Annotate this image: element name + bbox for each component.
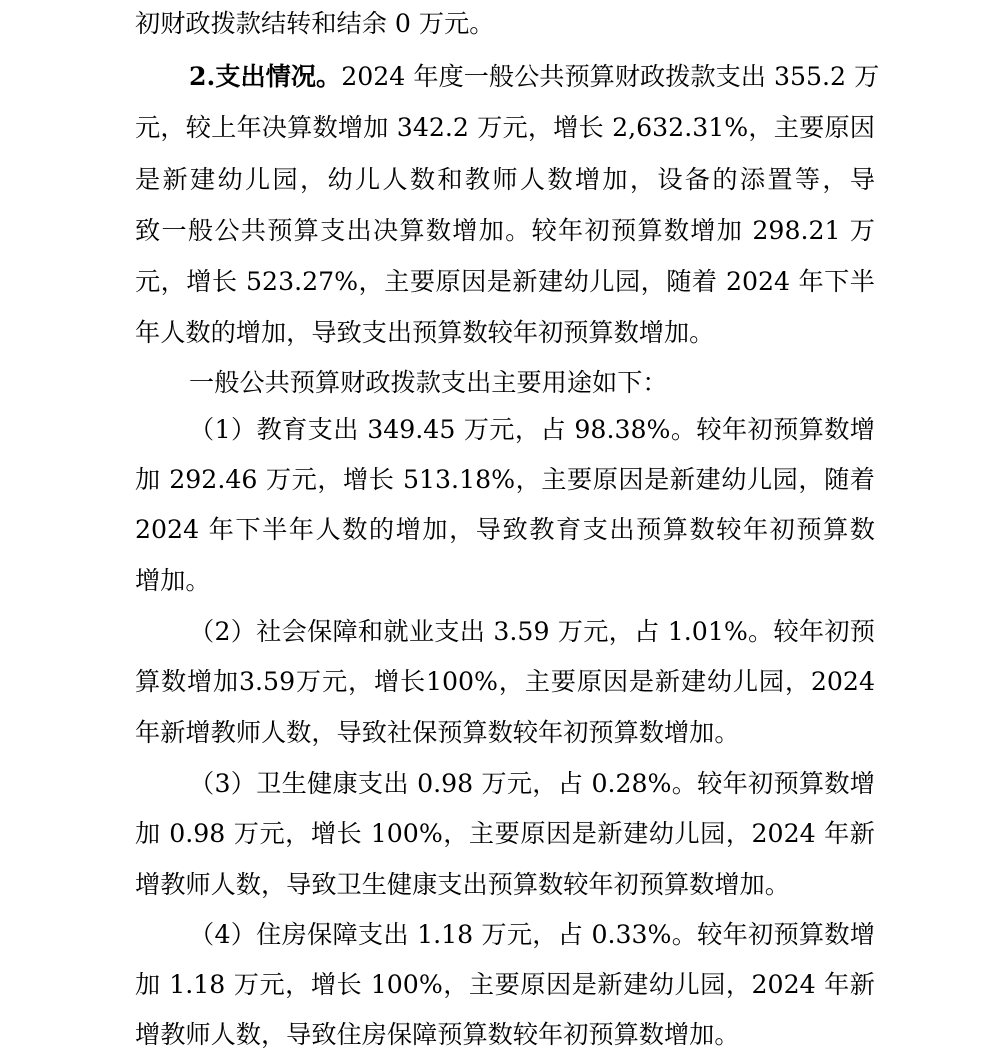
paragraph-line: 元，较上年决算数增加 342.2 万元，增长 2,632.31%，主要原因 <box>135 113 875 142</box>
section-heading: 2.支出情况。 <box>189 61 342 91</box>
paragraph-line: （4）住房保障支出 1.18 万元，占 0.33%。较年初预算数增 <box>189 920 875 949</box>
paragraph-line: 2024 年下半年人数的增加，导致教育支出预算数较年初预算数 <box>135 515 875 544</box>
paragraph-line: 增教师人数，导致住房保障预算数较年初预算数增加。 <box>135 1020 740 1049</box>
paragraph-line: 年人数的增加，导致支出预算数较年初预算数增加。 <box>135 318 715 347</box>
paragraph-line <box>189 56 880 96</box>
paragraph-line: 加 292.46 万元，增长 513.18%，主要原因是新建幼儿园，随着 <box>135 465 875 494</box>
paragraph-line: （3）卫生健康支出 0.98 万元，占 0.28%。较年初预算数增 <box>189 769 875 798</box>
paragraph-line: 是新建幼儿园，幼儿人数和教师人数增加，设备的添置等，导 <box>135 165 875 194</box>
paragraph-line: 加 0.98 万元，增长 100%，主要原因是新建幼儿园，2024 年新 <box>135 819 875 848</box>
paragraph-line: 元，增长 523.27%，主要原因是新建幼儿园，随着 2024 年下半 <box>135 267 875 296</box>
paragraph-line: 年新增教师人数，导致社保预算数较年初预算数增加。 <box>135 718 740 747</box>
paragraph-line: 增教师人数，导致卫生健康支出预算数较年初预算数增加。 <box>135 870 790 899</box>
paragraph-line: （1）教育支出 349.45 万元，占 98.38%。较年初预算数增 <box>189 415 875 444</box>
paragraph-line: 一般公共预算财政拨款支出主要用途如下： <box>189 368 668 397</box>
paragraph-line: 算数增加3.59万元，增长100%，主要原因是新建幼儿园，2024 <box>135 667 875 696</box>
paragraph-line: 初财政拨款结转和结余 0 万元。 <box>135 9 495 38</box>
paragraph-line: 致一般公共预算支出决算数增加。较年初预算数增加 298.21 万 <box>135 216 875 245</box>
paragraph-line: 加 1.18 万元，增长 100%，主要原因是新建幼儿园，2024 年新 <box>135 970 875 999</box>
paragraph-line: 增加。 <box>135 566 211 595</box>
paragraph-line: （2）社会保障和就业支出 3.59 万元，占 1.01%。较年初预 <box>189 617 875 646</box>
paragraph-text: 2024 年度一般公共预算财政拨款支出 355.2 万 <box>341 62 880 91</box>
